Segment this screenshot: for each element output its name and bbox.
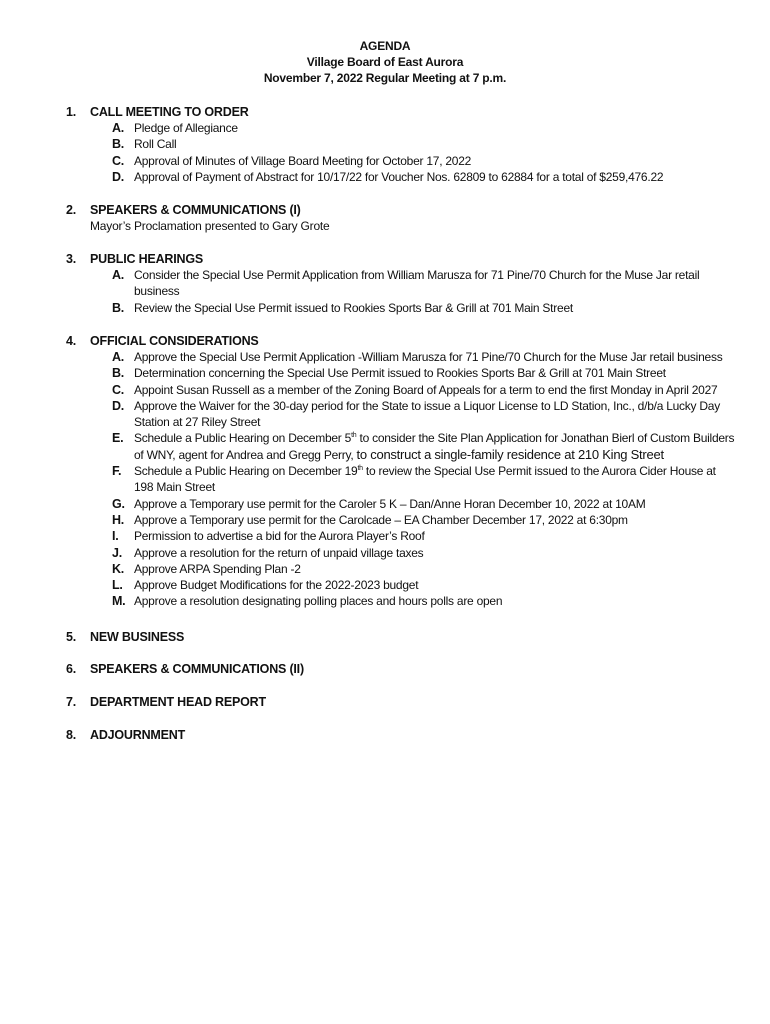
item-text: Approval of Payment of Abstract for 10/17/22 for Voucher Nos. 62809 to 62884 for a total of $259,476.22 xyxy=(134,169,664,184)
agenda-item xyxy=(112,528,736,544)
item-text-end: to review the Special Use Permit issued to the Aurora Cider House at 198 Main Street xyxy=(134,464,716,495)
item-letter: K. xyxy=(112,561,124,576)
item-text: Consider the Special Use Permit Application from William Marusza for 71 Pine/70 Church for the Muse Jar retail business xyxy=(134,268,700,299)
agenda-item xyxy=(112,120,736,136)
agenda-item xyxy=(112,365,736,381)
section-adjournment xyxy=(66,727,736,743)
item-text: Pledge of Allegiance xyxy=(134,121,238,135)
item-text: Approval of Minutes of Village Board Meeting for October 17, 2022 xyxy=(134,153,472,168)
section-number: 8. xyxy=(66,728,77,742)
item-text: Roll Call xyxy=(134,137,177,152)
item-letter: J. xyxy=(112,545,122,560)
item-text: Permission to advertise a bid for the Aurora Player’s Roof xyxy=(134,529,425,544)
agenda-item xyxy=(112,169,736,185)
agenda-item xyxy=(112,349,736,365)
item-letter: M. xyxy=(112,594,126,609)
item-text-start: Schedule a Public Hearing on December 5 xyxy=(134,431,352,446)
section-speakers-1 xyxy=(66,202,736,234)
section-number: 1. xyxy=(66,105,77,119)
organization-name: Village Board of East Aurora xyxy=(306,55,464,69)
agenda-item xyxy=(112,577,736,593)
agenda-item xyxy=(112,545,736,561)
agenda-item xyxy=(112,593,736,609)
section-number: 6. xyxy=(66,662,77,676)
agenda-item xyxy=(112,382,736,398)
section-new-business xyxy=(66,629,736,645)
section-title: SPEAKERS & COMMUNICATIONS (II) xyxy=(90,662,304,676)
item-text: Approve a Temporary use permit for the Carolcade – EA Chamber December 17, 2022 at 6:30pm xyxy=(134,512,628,527)
item-letter: A. xyxy=(112,268,124,282)
item-text: Appoint Susan Russell as a member of the Zoning Board of Appeals for a term to end the first Monday in April 2027 xyxy=(134,382,718,397)
section-title: PUBLIC HEARINGS xyxy=(90,252,203,266)
item-letter: E. xyxy=(112,431,124,446)
meeting-date: November 7, 2022 Regular Meeting at 7 p.m. xyxy=(263,71,507,85)
item-letter: F. xyxy=(112,464,122,479)
item-text xyxy=(134,430,736,463)
item-text: Approve Budget Modifications for the 2022-2023 budget xyxy=(134,578,419,593)
item-letter: L. xyxy=(112,578,123,593)
item-text-end: to construct a single-family residence at 210 King Street xyxy=(356,446,664,462)
item-text xyxy=(134,463,736,496)
section-public-hearings xyxy=(66,251,736,316)
section-department-head-report xyxy=(66,694,736,710)
ordinal-suffix: th xyxy=(357,465,363,473)
item-text-start: Schedule a Public Hearing on December 19 xyxy=(134,464,358,479)
item-letter: B. xyxy=(112,137,124,152)
section-speakers-2 xyxy=(66,661,736,677)
section-title: NEW BUSINESS xyxy=(90,630,185,644)
proclamation-text: Mayor’s Proclamation presented to Gary Grote xyxy=(90,219,330,233)
item-text-middle: to consider the Site Plan Application for Jonathan Bierl of Custom Builders of WNY, agent for Andrea and Gregg Perry, xyxy=(134,431,735,462)
section-number: 4. xyxy=(66,334,77,348)
agenda-item xyxy=(112,300,736,316)
section-number: 5. xyxy=(66,630,77,644)
item-letter: C. xyxy=(112,153,124,168)
section-title: SPEAKERS & COMMUNICATIONS (I) xyxy=(90,203,301,217)
agenda-item xyxy=(112,398,736,431)
section-title: OFFICIAL CONSIDERATIONS xyxy=(90,334,259,348)
section-number: 2. xyxy=(66,203,77,217)
ordinal-suffix: th xyxy=(351,432,357,440)
agenda-item xyxy=(112,267,736,300)
agenda-item xyxy=(112,463,736,496)
item-letter: H. xyxy=(112,512,124,527)
item-text: Approve the Special Use Permit Application -William Marusza for 71 Pine/70 Church for the Muse Jar retail business xyxy=(134,350,723,364)
item-letter: C. xyxy=(112,382,124,397)
item-letter: D. xyxy=(112,398,124,413)
item-text: Approve ARPA Spending Plan -2 xyxy=(134,561,301,576)
item-text: Review the Special Use Permit issued to Rookies Sports Bar & Grill at 701 Main Street xyxy=(134,300,573,315)
agenda-item xyxy=(112,561,736,577)
item-letter: B. xyxy=(112,366,124,381)
agenda-item xyxy=(112,136,736,152)
item-letter: B. xyxy=(112,300,124,315)
agenda-item xyxy=(112,153,736,169)
agenda-item xyxy=(112,496,736,512)
section-number: 3. xyxy=(66,252,77,266)
item-text: Determination concerning the Special Use Permit issued to Rookies Sports Bar & Grill at 701 Main Street xyxy=(134,366,666,381)
section-title: CALL MEETING TO ORDER xyxy=(90,105,249,119)
item-letter: G. xyxy=(112,496,125,511)
item-text: Approve a resolution designating polling places and hours polls are open xyxy=(134,594,503,609)
item-letter: A. xyxy=(112,350,124,364)
section-title: ADJOURNMENT xyxy=(90,728,186,742)
agenda-item xyxy=(112,430,736,463)
item-text: Approve a resolution for the return of unpaid village taxes xyxy=(134,545,424,560)
agenda-header xyxy=(0,38,770,86)
item-letter: D. xyxy=(112,169,124,184)
agenda-item xyxy=(112,512,736,528)
section-number: 7. xyxy=(66,695,77,709)
section-title: DEPARTMENT HEAD REPORT xyxy=(90,695,266,709)
section-call-to-order xyxy=(66,104,736,185)
section-official-considerations xyxy=(66,333,736,610)
item-letter: I. xyxy=(112,529,119,544)
item-text: Approve a Temporary use permit for the Caroler 5 K – Dan/Anne Horan December 10, 2022 at 10AM xyxy=(134,496,646,511)
item-text: Approve the Waiver for the 30-day period for the State to issue a Liquor License to LD Station, Inc., d/b/a Lucky Day Station at 27 Riley Street xyxy=(134,398,720,430)
agenda-title: AGENDA xyxy=(359,39,411,53)
item-letter: A. xyxy=(112,121,124,135)
